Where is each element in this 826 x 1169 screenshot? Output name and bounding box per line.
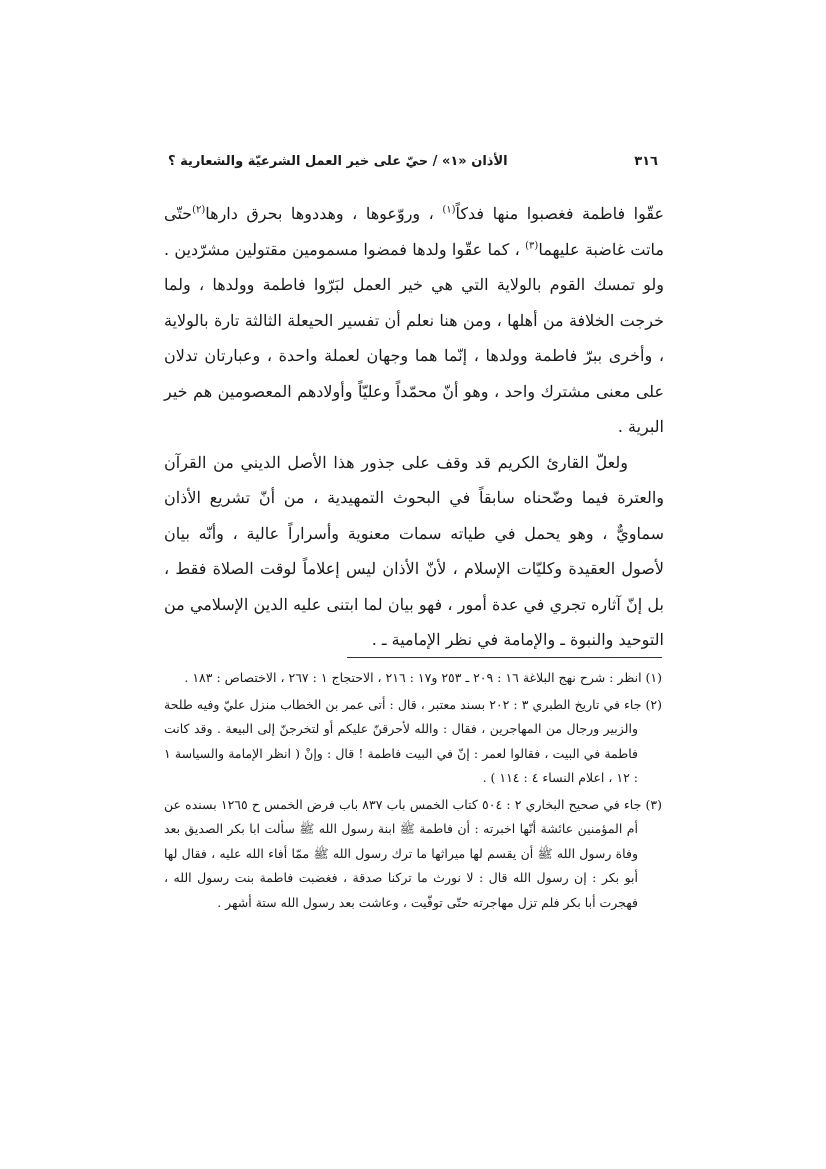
- main-text: [164, 196, 664, 658]
- running-header: [168, 150, 658, 176]
- footnote-2: (٢) جاء في تاريخ الطبري ٣ : ٢٠٢ بسند معتبر ، قال : أتى عمر بن الخطاب منزل عليّ وفيه طلحة والزبير ورجال من المهاجرين ، فقال : والله لأحرقنّ عليكم أو لتخرجنّ إلى البيعة . وقد كانت فاطمة في البيت ، فقالوا لعمر : إنّ في البيت فاطمة ! قال : وإنْ ( انظر الإمامة والسياسة ١ : ١٢ ، اعلام النساء ٤ : ١١٤ ) .: [164, 696, 662, 785]
- footnote-ref-1: (١): [442, 204, 456, 216]
- paragraph-1: [164, 196, 664, 445]
- page-number: ٣١٦: [634, 154, 658, 169]
- footnote-separator: [347, 657, 662, 658]
- paragraph-1-text-a: عقّوا فاطمة فغصبوا منها فدكاً: [455, 204, 664, 223]
- footnote-3: (٣) جاء في صحيح البخاري ٢ : ٥٠٤ كتاب الخمس باب ٨٣٧ باب فرض الخمس ح ١٢٦٥ بسنده عن أم المؤمنين عائشة أنّها اخبرته : أن فاطمة ﷺ ابنة رسول الله ﷺ سألت ابا بكر الصديق بعد وفاة رسول الله ﷺ أن يقسم لها ميراثها ما ترك رسول الله ﷺ ممّا أفاء الله عليه ، فقال لها أبو بكر : إن رسول الله قال : لا نورث ما تركنا صدقة ، فغضبت فاطمة بنت رسول الله ، فهجرت أبا بكر فلم تزل مهاجرته حتّى توفّيت ، وعاشت بعد رسول الله ستة أشهر .: [164, 796, 662, 910]
- paragraph-2: ولعلّ القارئ الكريم قد وقف على جذور هذا الأصل الديني من القرآن والعترة فيما وضّحناه سابقاً في البحوث التمهيدية ، من أنّ تشريع الأذان سماويٌّ ، وهو يحمل في طياته سمات معنوية وأسراراً عالية ، وأنّه بيان لأصول العقيدة وكليّات الإسلام ، لأنّ الأذان ليس إعلاماً لوقت الصلاة فقط ، بل إنّ آثاره تجري في عدة أمور ، فهو بيان لما ابتنى عليه الدين الإسلامي من التوحيد والنبوة ـ والإمامة في نظر الإمامية ـ .: [164, 452, 664, 649]
- paragraph-1-text-d: ، كما عقّوا ولدها فمضوا مسمومين مقتولين مشرّدين . ولو تمسك القوم بالولاية التي هي خير العمل لبَرّوا فاطمة وولدها ، ولما خرجت الخلافة من أهلها ، ومن هنا نعلم أن تفسير الحيعلة الثالثة تارة بالولاية ، وأخرى ببرّ فاطمة وولدها ، إنّما هما وجهان لعملة واحدة ، وعبارتان تدلان على معنى مشترك واحد ، وهو أنّ محمّداً وعليّاً وأولادهم المعصومين هم خير البرية .: [164, 239, 665, 436]
- footnote-1: (١) انظر : شرح نهج البلاغة ١٦ : ٢٠٩ ـ ٢٥٣ و١٧ : ٢١٦ ، الاحتجاج ١ : ٢٦٧ ، الاختصاص : ١٨٣ .: [184, 670, 662, 685]
- footnote-ref-2: (٢): [192, 204, 206, 216]
- footnotes: [164, 666, 662, 917]
- paragraph-1-text-c: حتّى ماتت غاضبة عليهما: [164, 204, 665, 259]
- paragraph-1-text-b: ، وروّعوها ، وهددوها بحرق دارها: [205, 204, 443, 223]
- chapter-title: الأذان «١» / حيّ على خير العمل الشرعيّة والشعارية ؟: [168, 154, 508, 169]
- footnote-ref-3: (٣): [525, 240, 539, 252]
